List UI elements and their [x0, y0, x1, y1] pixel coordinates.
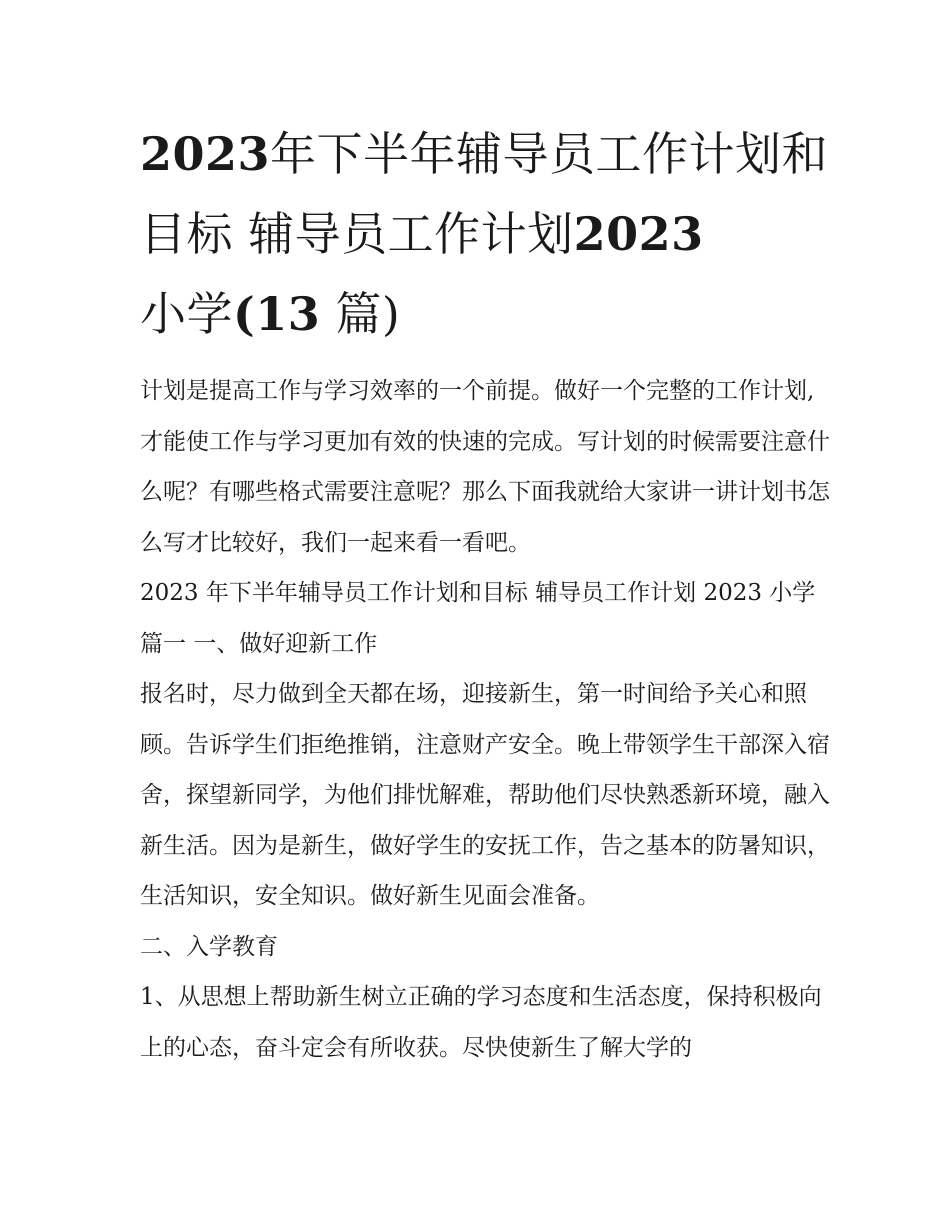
title-text-3: 篇): [335, 287, 401, 341]
title-year-1: 2023: [140, 127, 271, 181]
title-count: (13: [233, 287, 321, 341]
document-page: [140, 0, 830, 1073]
paragraph-intro: 计划是提高工作与学习效率的一个前提。做好一个完整的工作计划,才能使工作与学习更加有效的快速的完成。写计划的时候需要注意什么呢？有哪些格式需要注意呢？那么下面我就给大家讲一讲计划书怎么写才比较好，我们一起来看一看吧。: [140, 378, 830, 556]
document-body: [140, 366, 830, 1073]
paragraph-section-heading: 2023 年下半年辅导员工作计划和目标 辅导员工作计划 2023 小学篇一 一、做好迎新工作: [140, 580, 816, 657]
document-title: [140, 0, 830, 354]
title-text-2: 小学: [140, 287, 233, 341]
paragraph-registration: 报名时，尽力做到全天都在场，迎接新生，第一时间给予关心和照顾。告诉学生们拒绝推销，注意财产安全。晚上带领学生干部深入宿舍，探望新同学，为他们排忧解难，帮助他们尽快熟悉新环境，融入新生活。因为是新生，做好学生的安抚工作，告之基本的防暑知识，生活知识，安全知识。做好新生见面会准备。: [140, 681, 830, 909]
paragraph-item-1: 1、从思想上帮助新生树立正确的学习态度和生活态度，保持积极向上的心态，奋斗定会有所收获。尽快使新生了解大学的: [140, 984, 822, 1061]
title-text-1: 年下半年辅导员工作计划和目标 辅导员工作计划: [140, 127, 829, 261]
title-year-2: 2023: [573, 207, 704, 261]
paragraph-heading-orientation: 二、入学教育: [140, 933, 278, 960]
